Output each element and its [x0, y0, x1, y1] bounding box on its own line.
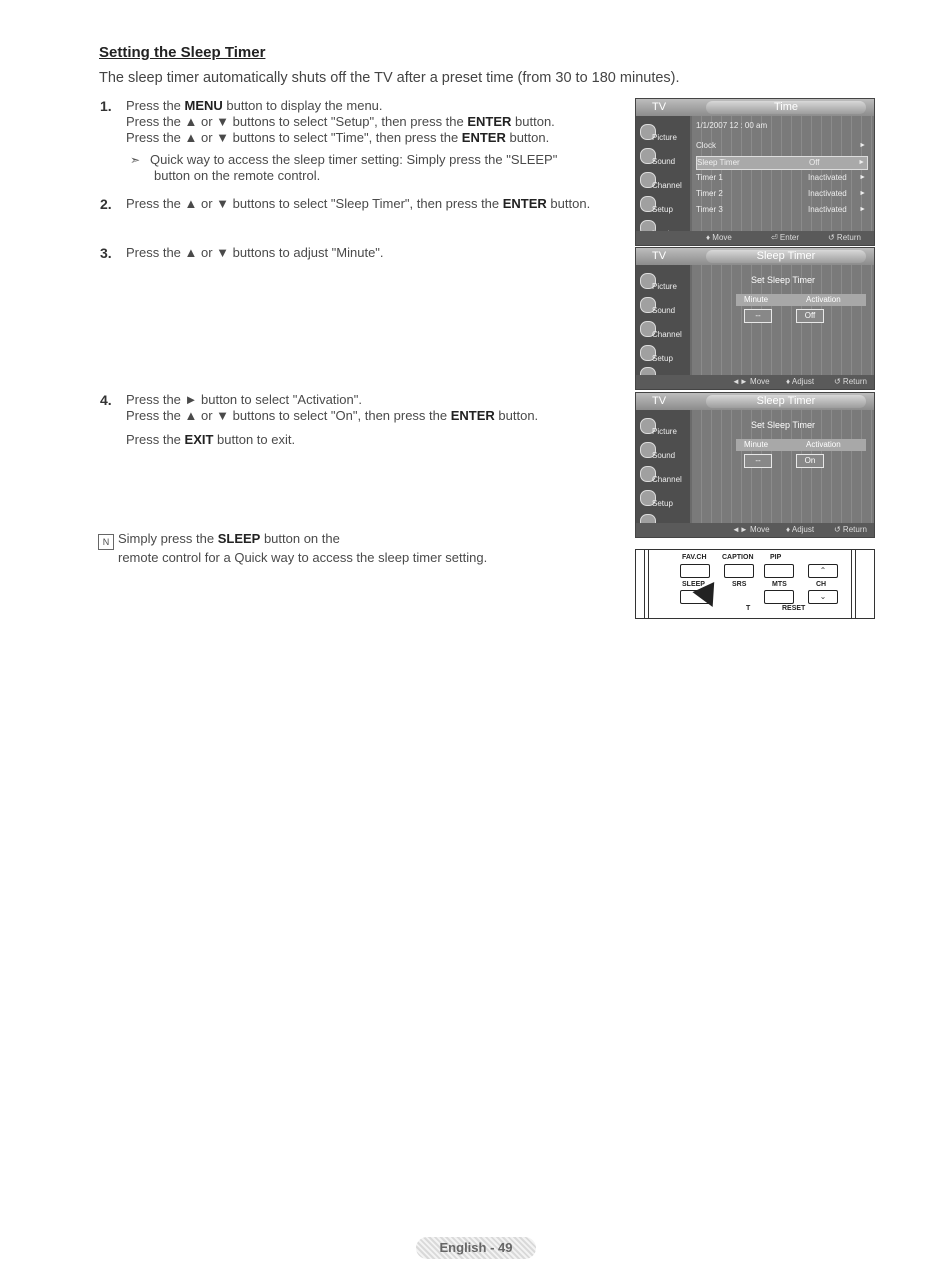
ch-label: CH: [816, 581, 827, 588]
tip-text: button on the remote control.: [154, 168, 321, 183]
note-text: remote control for a Quick way to access the sleep timer setting.: [118, 550, 488, 565]
row-value: Off: [809, 158, 820, 167]
sidebar-label: Picture: [652, 427, 677, 436]
menu-keyword: MENU: [184, 98, 223, 113]
step-number: 4.: [100, 392, 112, 408]
menu-footer: [636, 231, 874, 245]
fav-ch-button: [680, 564, 710, 578]
row-value: Inactivated: [808, 205, 847, 214]
footer-hint: ↺ Return: [834, 377, 867, 386]
enter-keyword: ENTER: [467, 114, 512, 129]
menu-header: [636, 99, 874, 116]
remote-edge: [851, 550, 852, 618]
page-footer: English - 49: [416, 1237, 536, 1259]
menu-row-timer-1: [696, 172, 868, 184]
step-text: Press the: [126, 432, 185, 447]
minute-label: Minute: [744, 440, 769, 449]
caption-label: CAPTION: [722, 554, 754, 561]
step-4: [100, 392, 538, 448]
sidebar-item-picture: [638, 416, 688, 440]
minute-label: Minute: [744, 295, 769, 304]
arrow-right-icon: ►: [859, 174, 866, 181]
remote-edge: [648, 550, 649, 618]
tip-text: Quick way to access the sleep timer setting: Simply press the "SLEEP": [150, 152, 558, 167]
step-2: [100, 196, 590, 212]
sidebar-label: Channel: [652, 475, 682, 484]
sidebar-item-picture: [638, 271, 688, 295]
menu-tv-label: TV: [652, 395, 667, 407]
menu-footer: [636, 375, 874, 389]
activation-label: Activation: [806, 440, 841, 449]
menu-sidebar: [636, 265, 690, 375]
srs-label: SRS: [732, 581, 747, 588]
menu-row-clock: [696, 140, 868, 152]
step-number: 2.: [100, 196, 112, 212]
sidebar-item-picture: [638, 122, 688, 146]
step-number: 1.: [100, 98, 112, 114]
step-text: Press the ▲ or ▼ buttons to select "On", then press the: [126, 408, 451, 423]
caption-button: [724, 564, 754, 578]
sidebar-label: Channel: [652, 330, 682, 339]
menu-title: Time: [706, 101, 866, 114]
step-text: Press the: [126, 98, 185, 113]
row-label: Sleep Timer: [697, 158, 740, 167]
sidebar-label: Sound: [652, 451, 676, 460]
menu-main: [692, 410, 874, 523]
enter-keyword: ENTER: [461, 130, 506, 145]
minute-value: --: [744, 309, 772, 323]
column-header: [736, 439, 866, 451]
menu-sidebar: [636, 116, 690, 231]
step-text: button.: [511, 114, 555, 129]
row-value: Inactivated: [808, 189, 847, 198]
note-text: Simply press the: [118, 531, 218, 546]
sidebar-item-sound: [638, 146, 688, 170]
menu-tv-label: TV: [652, 250, 667, 262]
footer-hint: ⏎ Enter: [771, 233, 800, 242]
tv-menu-sleep-timer-screen-off: [635, 247, 875, 390]
t-label: T: [746, 605, 751, 612]
reset-label: RESET: [782, 605, 806, 612]
menu-header: [636, 248, 874, 265]
menu-tv-label: TV: [652, 101, 667, 113]
submenu-title: Set Sleep Timer: [750, 420, 816, 430]
remote-control-illustration: [635, 549, 875, 619]
row-label: Timer 2: [696, 189, 723, 198]
menu-row-timer-3: [696, 204, 868, 216]
step-text: button.: [505, 130, 550, 145]
footer-hint: ↺ Return: [834, 525, 867, 534]
step-text: Press the ▲ or ▼ buttons to select "Sleep Timer", then press the: [126, 196, 503, 211]
column-header: [736, 294, 866, 306]
menu-row-sleep-timer: [696, 156, 868, 170]
pip-button: [764, 564, 794, 578]
step-1: [100, 98, 557, 184]
exit-keyword: EXIT: [184, 432, 214, 447]
menu-title: Sleep Timer: [706, 395, 866, 408]
row-label: Timer 3: [696, 205, 723, 214]
remote-edge: [644, 550, 645, 618]
sleep-label: SLEEP: [682, 581, 705, 588]
note-text: button on the: [260, 531, 340, 546]
sidebar-item-sound: [638, 295, 688, 319]
sidebar-item-channel: [638, 170, 688, 194]
channel-down-button: ⌄: [808, 590, 838, 604]
sidebar-item-channel: [638, 319, 688, 343]
submenu-title: Set Sleep Timer: [750, 275, 816, 285]
step-text: Press the ▲ or ▼ buttons to adjust "Minute".: [126, 245, 384, 260]
footer-hint: ↺ Return: [828, 233, 861, 242]
activation-label: Activation: [806, 295, 841, 304]
minute-value: --: [744, 454, 772, 468]
step-text: button.: [494, 408, 539, 423]
mts-button: [764, 590, 794, 604]
row-label: Timer 1: [696, 173, 723, 182]
step-text: Press the ▲ or ▼ buttons to select "Setup", then press the: [126, 114, 468, 129]
sidebar-label: Setup: [652, 205, 673, 214]
fav-ch-label: FAV.CH: [682, 554, 707, 561]
arrow-right-icon: ►: [859, 206, 866, 213]
footer-hint: ♦ Move: [706, 233, 732, 242]
sidebar-label: Sound: [652, 157, 676, 166]
sidebar-item-setup: [638, 343, 688, 367]
step-text: button.: [546, 196, 591, 211]
page-title: Setting the Sleep Timer: [99, 44, 266, 61]
clock-value: 1/1/2007 12 : 00 am: [696, 121, 768, 130]
pip-label: PIP: [770, 554, 782, 561]
tv-menu-sleep-timer-screen-on: [635, 392, 875, 538]
note-icon: N: [98, 534, 114, 550]
step-3: [100, 245, 384, 261]
menu-row-timer-2: [696, 188, 868, 200]
sidebar-item-channel: [638, 464, 688, 488]
sidebar-label: Setup: [652, 499, 673, 508]
step-text: button to exit.: [213, 432, 296, 447]
arrow-right-icon: ►: [859, 190, 866, 197]
channel-up-button: ⌃: [808, 564, 838, 578]
sidebar-item-sound: [638, 440, 688, 464]
sidebar-label: Picture: [652, 282, 677, 291]
activation-value: On: [796, 454, 824, 468]
enter-keyword: ENTER: [450, 408, 495, 423]
menu-footer: [636, 523, 874, 537]
step-text: Press the ▲ or ▼ buttons to select "Time", then press the: [126, 130, 462, 145]
tip-arrow-icon: ➣: [130, 153, 141, 167]
menu-header: [636, 393, 874, 410]
step-text: Press the ► button to select "Activation".: [126, 392, 362, 407]
mts-label: MTS: [772, 581, 787, 588]
step-number: 3.: [100, 245, 112, 261]
menu-main: [692, 265, 874, 375]
sidebar-item-setup: [638, 488, 688, 512]
arrow-right-icon: ►: [859, 142, 866, 149]
note: [98, 531, 487, 566]
enter-keyword: ENTER: [502, 196, 547, 211]
tv-menu-time-screen: [635, 98, 875, 246]
sleep-keyword: SLEEP: [217, 531, 261, 546]
activation-value: Off: [796, 309, 824, 323]
row-label: Clock: [696, 141, 717, 150]
menu-main: [692, 116, 874, 231]
menu-sidebar: [636, 410, 690, 523]
clock-readout: [696, 120, 868, 132]
footer-hint: ♦ Adjust: [786, 377, 815, 386]
sidebar-item-setup: [638, 194, 688, 218]
sidebar-label: Sound: [652, 306, 676, 315]
step-text: button to display the menu.: [222, 98, 383, 113]
sidebar-label: Setup: [652, 354, 673, 363]
remote-edge: [855, 550, 856, 618]
menu-title: Sleep Timer: [706, 250, 866, 263]
footer-hint: ◄► Move: [732, 525, 770, 534]
sidebar-label: Channel: [652, 181, 682, 190]
footer-hint: ◄► Move: [732, 377, 770, 386]
intro-text: The sleep timer automatically shuts off the TV after a preset time (from 30 to 180 minutes).: [99, 70, 680, 86]
row-value: Inactivated: [808, 173, 847, 182]
footer-hint: ♦ Adjust: [786, 525, 815, 534]
sidebar-label: Picture: [652, 133, 677, 142]
arrow-right-icon: ►: [858, 159, 865, 166]
